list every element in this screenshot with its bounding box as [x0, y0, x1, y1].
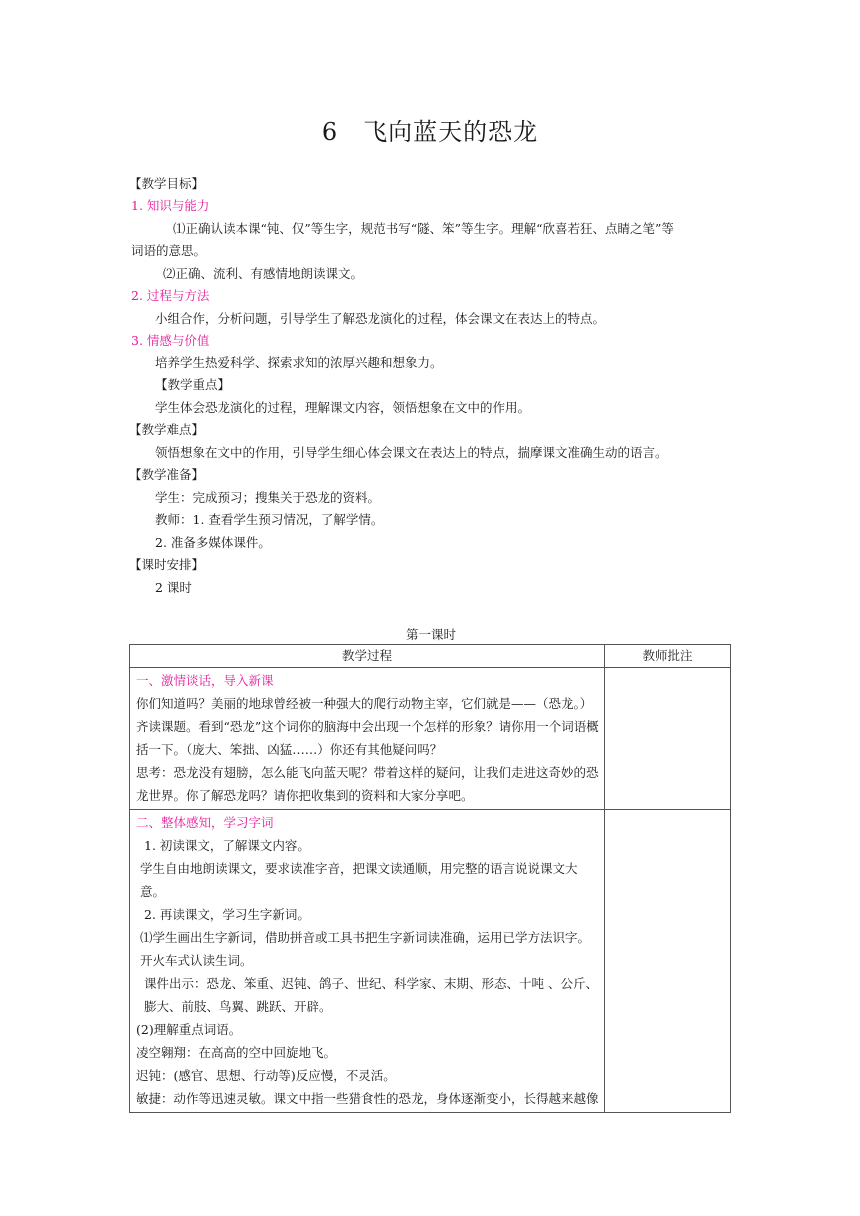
section-1-cell: [130, 668, 605, 810]
table-row: [130, 668, 731, 810]
header-process: 教学过程: [130, 645, 605, 668]
focus-heading: 【教学重点】: [155, 377, 231, 392]
goal-knowledge-heading: 1. 知识与能力: [131, 198, 210, 213]
section-2-para-5: 课件出示：恐龙、笨重、迟钝、鸽子、世纪、科学家、末期、形态、十吨 、公斤、膨大、前肢、鸟翼、跳跃、开辟。: [144, 976, 598, 1014]
focus-text: 学生体会恐龙演化的过程，理解课文内容，领悟想象在文中的作用。: [155, 400, 531, 415]
goal-knowledge-text-1a: ⑴正确认读本课“钝、仅”等生字，规范书写“隧、笨”等生字。理解“欣喜若狂、点睛之笔”等: [173, 221, 674, 236]
section-2-para-4: ⑴学生画出生字新词，借助拼音或工具书把生字新词读准确，运用已学方法识字。开火车式认读生词。: [140, 930, 591, 968]
note-cell-1: [604, 668, 730, 810]
goal-knowledge-text-2: ⑵正确、流利、有感情地朗读课文。: [163, 266, 364, 281]
difficulty-heading: 【教学难点】: [129, 422, 205, 437]
goals-heading: 【教学目标】: [129, 176, 205, 191]
prep-teacher-2: 2. 准备多媒体课件。: [155, 535, 271, 550]
goal-emotion-heading: 3. 情感与价值: [131, 333, 210, 348]
section-2-para-8: 迟钝：(感官、思想、行动等)反应慢，不灵活。: [136, 1068, 396, 1083]
section-2-title: 二、整体感知，学习字词: [136, 815, 274, 830]
section-2-para-1: 1. 初读课文，了解课文内容。: [144, 838, 310, 853]
header-note: 教师批注: [604, 645, 730, 668]
section-2-para-6: (2)理解重点词语。: [136, 1022, 242, 1037]
section-2-para-7: 凌空翱翔：在高高的空中回旋地飞。: [136, 1045, 337, 1060]
section-2-para-3: 2. 再读课文，学习生字新词。: [144, 907, 310, 922]
goal-process-heading: 2. 过程与方法: [131, 288, 210, 303]
page-title: 6 飞向蓝天的恐龙: [321, 118, 539, 146]
schedule-heading: 【课时安排】: [129, 557, 205, 572]
note-cell-2: [604, 810, 730, 1113]
section-1-title: 一、激情谈话，导入新课: [136, 673, 274, 688]
section-1-para-1: 你们知道吗？美丽的地球曾经被一种强大的爬行动物主宰，它们就是——（恐龙。）齐读课题。看到“恐龙”这个词你的脑海中会出现一个怎样的形象？请你用一个词语概括一下。（庞大、笨拙、凶猛……）你还有其他疑问吗？: [136, 696, 599, 757]
table-row: [130, 810, 731, 1113]
difficulty-text: 领悟想象在文中的作用，引导学生细心体会课文在表达上的特点，揣摩课文准确生动的语言。: [155, 445, 668, 460]
lesson-table: [129, 644, 731, 1113]
prep-teacher-1: 教师：1. 查看学生预习情况，了解学情。: [155, 512, 384, 527]
prep-heading: 【教学准备】: [129, 467, 205, 482]
goal-emotion-text: 培养学生热爱科学、探索求知的浓厚兴趣和想象力。: [155, 355, 443, 370]
goal-process-text: 小组合作，分析问题，引导学生了解恐龙演化的过程，体会课文在表达上的特点。: [155, 311, 606, 326]
section-2-para-2: 学生自由地朗读课文，要求读准字音，把课文读通顺，用完整的语言说说课文大意。: [140, 861, 578, 899]
schedule-text: 2 课时: [155, 580, 192, 595]
section-2-cell: [130, 810, 605, 1113]
section-1-para-2: 思考：恐龙没有翅膀，怎么能飞向蓝天呢？带着这样的疑问，让我们走进这奇妙的恐龙世界。你了解恐龙吗？请你把收集到的资料和大家分享吧。: [136, 765, 599, 803]
section-2-para-9: 敏捷：动作等迅速灵敏。课文中指一些猎食性的恐龙，身体逐渐变小，长得越来越像: [136, 1091, 599, 1106]
lesson-caption: 第一课时: [405, 627, 456, 642]
prep-student: 学生：完成预习；搜集关于恐龙的资料。: [155, 490, 381, 505]
table-header-row: [130, 645, 731, 668]
goal-knowledge-text-1b: 词语的意思。: [131, 243, 207, 258]
